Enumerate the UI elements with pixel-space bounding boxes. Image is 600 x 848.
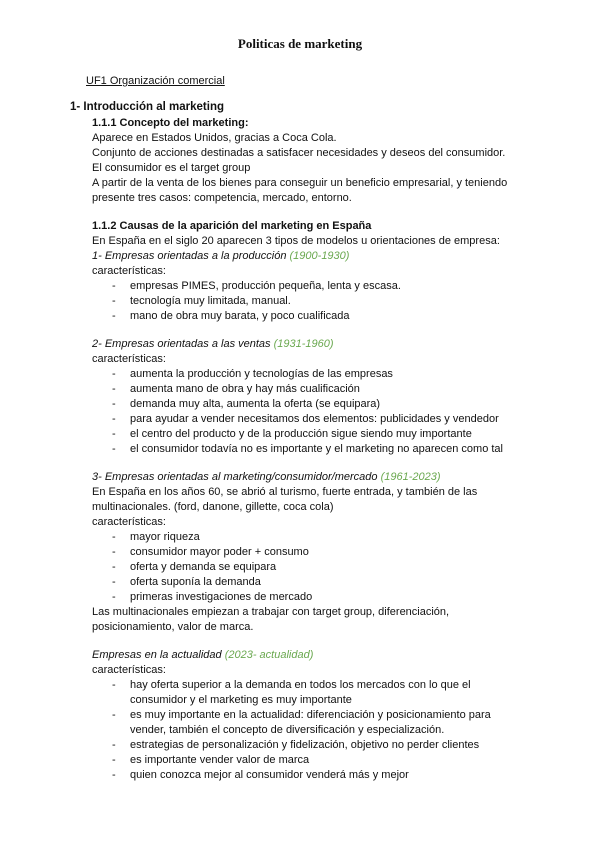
list-item: - consumidor mayor poder + consumo [112,546,309,558]
list-item: - el centro del producto y de la producción sigue siendo muy importante [112,428,472,440]
list-item: - mayor riqueza [112,531,200,543]
group-title-production [92,249,349,264]
list-item-continuation: consumidor y el marketing es muy importante [130,694,352,706]
list-item: - oferta suponía la demanda [112,576,261,588]
list-item: - para ayudar a vender necesitamos dos elementos: publicidades y vendedor [112,413,499,425]
list-item: - aumenta mano de obra y hay más cualificación [112,383,360,395]
group-title-text: Empresas en la actualidad [92,649,222,661]
group-title-text: 1- Empresas orientadas a la producción [92,250,287,262]
list-item: - el consumidor todavía no es importante y el marketing no aparecen como tal [112,443,503,455]
paragraph-line: Aparece en Estados Unidos, gracias a Coca Cola. [92,132,337,144]
list-item: - estrategias de personalización y fidelización, objetivo no perder clientes [112,739,480,751]
group-title-text: 3- Empresas orientadas al marketing/consumidor/mercado [92,471,378,483]
paragraph-line: En España en el siglo 20 aparecen 3 tipos de modelos u orientaciones de empresa: [92,235,500,247]
paragraph-line: A partir de la venta de los bienes para conseguir un beneficio empresarial, y teniendo [92,177,508,189]
list-item: - empresas PIMES, producción pequeña, lenta y escasa. [112,280,401,292]
list-item: - aumenta la producción y tecnologías de las empresas [112,368,393,380]
paragraph-line: El consumidor es el target group [92,162,251,174]
paragraph-line: posicionamiento, valor de marca. [92,621,254,633]
list-item: - tecnología muy limitada, manual. [112,295,291,307]
characteristics-label: características: [92,265,166,277]
list-item: - hay oferta superior a la demanda en todos los mercados con lo que el [112,679,471,691]
characteristics-label: características: [92,353,166,365]
group-title-marketing [92,470,441,485]
group-period: (1961-2023) [380,471,441,483]
group-period: (1931-1960) [273,338,334,350]
paragraph-line: Las multinacionales empiezan a trabajar con target group, diferenciación, [92,606,450,618]
group-title-text: 2- Empresas orientadas a las ventas [92,338,271,350]
list-item: - demanda muy alta, aumenta la oferta (se equipara) [112,398,381,410]
group-title-sales [92,337,334,352]
group-title-current [92,648,313,663]
unit-heading: UF1 Organización comercial [86,75,225,87]
document-title: Politicas de marketing [237,36,363,51]
paragraph-line: multinacionales. (ford, danone, gillette, coca cola) [92,501,334,513]
section-heading: 1- Introducción al marketing [70,101,224,113]
paragraph-line: En España en los años 60, se abrió al turismo, fuerte entrada, y también de las [92,486,478,498]
paragraph-line: Conjunto de acciones destinadas a satisfacer necesidades y deseos del consumidor. [92,147,506,159]
list-item-continuation: vender, también el concepto de diversificación y especialización. [130,724,445,736]
group-period: (2023- actualidad) [224,649,314,661]
subsection-heading-causes: 1.1.2 Causas de la aparición del marketing en España [92,220,372,232]
list-item: - quien conozca mejor al consumidor venderá más y mejor [112,769,409,781]
paragraph-line: presente tres casos: competencia, mercado, entorno. [92,192,352,204]
characteristics-label: características: [92,664,166,676]
list-item: - es importante vender valor de marca [112,754,310,766]
list-item: - oferta y demanda se equipara [112,561,277,573]
group-period: (1900-1930) [289,250,350,262]
list-item: - es muy importante en la actualidad: diferenciación y posicionamiento para [112,709,491,721]
subsection-heading-concept: 1.1.1 Concepto del marketing: [92,117,249,129]
list-item: - mano de obra muy barata, y poco cualificada [112,310,350,322]
characteristics-label: características: [92,516,166,528]
list-item: - primeras investigaciones de mercado [112,591,313,603]
